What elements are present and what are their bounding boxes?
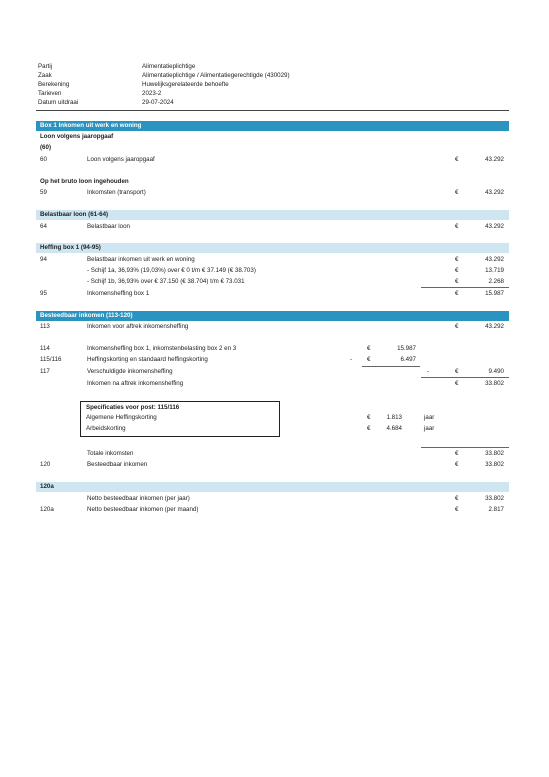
row-code: 115/116 xyxy=(40,356,62,363)
row-amount: 6.497 xyxy=(400,356,416,363)
row-code: 59 xyxy=(40,189,47,196)
row-label: Inkomsten (transport) xyxy=(87,189,146,196)
subheader: Op het bruto loon ingehouden xyxy=(40,178,129,185)
row-label: Netto besteedbaar inkomen (per jaar) xyxy=(87,495,190,502)
spec-amount: 1.813 xyxy=(386,414,402,421)
meta-value: Alimentatieplichtige / Alimentatiegerechtigde (430029) xyxy=(142,72,290,79)
section-header-besteedbaar: Besteedbaar inkomen (113-120) xyxy=(36,311,509,321)
row-amount: 2.817 xyxy=(488,506,504,513)
spec-amount: 4.684 xyxy=(386,425,402,432)
row-amount: 43.292 xyxy=(485,189,504,196)
row-amount: 43.292 xyxy=(485,223,504,230)
sum-line xyxy=(421,377,509,378)
row-label: Inkomensheffing box 1 xyxy=(87,290,150,297)
currency-symbol: € xyxy=(455,267,459,274)
currency-symbol: € xyxy=(455,290,459,297)
row-label: Belastbaar inkomen uit werk en woning xyxy=(87,256,195,263)
spec-title: Specificaties voor post: 115/116 xyxy=(86,404,180,411)
currency-symbol: € xyxy=(367,356,371,363)
currency-symbol: € xyxy=(455,256,459,263)
row-amount: 43.292 xyxy=(485,323,504,330)
meta-label: Berekening xyxy=(38,81,70,88)
meta-label: Partij xyxy=(38,63,53,70)
row-label: - Schijf 1a, 36,93% (19,03%) over € 0 t/m € 37.149 (€ 38.703) xyxy=(87,267,256,274)
sum-line xyxy=(421,447,509,448)
row-code: 95 xyxy=(40,290,47,297)
row-code: 64 xyxy=(40,223,47,230)
meta-value: Huwelijksgerelateerde behoefte xyxy=(142,81,229,88)
section-header-120a: 120a xyxy=(36,482,509,492)
currency-symbol: € xyxy=(455,156,459,163)
divider xyxy=(36,110,509,111)
currency-symbol: € xyxy=(455,461,459,468)
subheader: Loon volgens jaaropgaaf xyxy=(40,133,114,140)
currency-symbol: € xyxy=(455,380,459,387)
row-amount: 43.292 xyxy=(485,256,504,263)
row-label: Besteedbaar inkomen xyxy=(87,461,148,468)
row-label: Loon volgens jaaropgaaf xyxy=(87,156,155,163)
sum-line xyxy=(421,287,509,288)
currency-symbol: € xyxy=(455,223,459,230)
row-code: 114 xyxy=(40,345,50,352)
minus-sign: - xyxy=(427,368,430,375)
row-label: Verschuldigde inkomensheffing xyxy=(87,368,173,375)
row-code: 120 xyxy=(40,461,51,468)
meta-value: 29-07-2024 xyxy=(142,99,174,106)
row-code: 60 xyxy=(40,156,47,163)
row-code: 120a xyxy=(40,506,54,513)
currency-symbol: € xyxy=(367,414,371,421)
currency-symbol: € xyxy=(367,425,371,432)
currency-symbol: € xyxy=(455,495,459,502)
row-label: Totale inkomsten xyxy=(87,450,134,457)
spec-label: Algemene Heffingskorting xyxy=(86,414,157,421)
currency-symbol: € xyxy=(455,450,459,457)
section-header-belastbaar: Belastbaar loon (61-64) xyxy=(36,210,509,220)
row-amount: 43.292 xyxy=(485,156,504,163)
row-label: Belastbaar loon xyxy=(87,223,130,230)
meta-label: Zaak xyxy=(38,72,52,79)
row-label: Inkomen na aftrek inkomensheffing xyxy=(87,380,184,387)
row-label: Inkomensheffing box 1, inkomstenbelasting box 2 en 3 xyxy=(87,345,237,352)
sum-line xyxy=(362,366,420,367)
currency-symbol: € xyxy=(455,368,459,375)
row-label: Netto besteedbaar inkomen (per maand) xyxy=(87,506,199,513)
subheader-code: (60) xyxy=(40,144,52,151)
section-header-box1: Box 1 Inkomen uit werk en woning xyxy=(36,121,509,131)
meta-label: Tarieven xyxy=(38,90,62,97)
spec-unit: jaar xyxy=(424,414,435,421)
row-code: 117 xyxy=(40,368,50,375)
meta-value: Alimentatieplichtige xyxy=(142,63,196,70)
row-code: 94 xyxy=(40,256,47,263)
row-amount: 33.802 xyxy=(485,495,504,502)
row-amount: 33.802 xyxy=(485,461,504,468)
row-amount: 15.987 xyxy=(397,345,416,352)
row-amount: 33.802 xyxy=(485,380,504,387)
row-amount: 15.987 xyxy=(485,290,504,297)
row-label: Inkomen voor aftrek inkomensheffing xyxy=(87,323,189,330)
spec-unit: jaar xyxy=(424,425,435,432)
row-amount: 9.490 xyxy=(488,368,504,375)
currency-symbol: € xyxy=(367,345,371,352)
meta-value: 2023-2 xyxy=(142,90,162,97)
section-header-heffing: Heffing box 1 (94-95) xyxy=(36,243,509,253)
spec-label: Arbeidskorting xyxy=(86,425,126,432)
row-label: Heffingskorting en standaard heffingskorting xyxy=(87,356,208,363)
row-amount: 33.802 xyxy=(485,450,504,457)
row-amount: 13.719 xyxy=(485,267,504,274)
currency-symbol: € xyxy=(455,189,459,196)
row-code: 113 xyxy=(40,323,50,330)
row-amount: 2.268 xyxy=(488,278,504,285)
currency-symbol: € xyxy=(455,278,459,285)
currency-symbol: € xyxy=(455,506,459,513)
currency-symbol: € xyxy=(455,323,459,330)
minus-sign: - xyxy=(350,356,353,363)
meta-label: Datum uitdraai xyxy=(38,99,79,106)
row-label: - Schijf 1b, 36,93% over € 37.150 (€ 38.704) t/m € 73.031 xyxy=(87,278,245,285)
